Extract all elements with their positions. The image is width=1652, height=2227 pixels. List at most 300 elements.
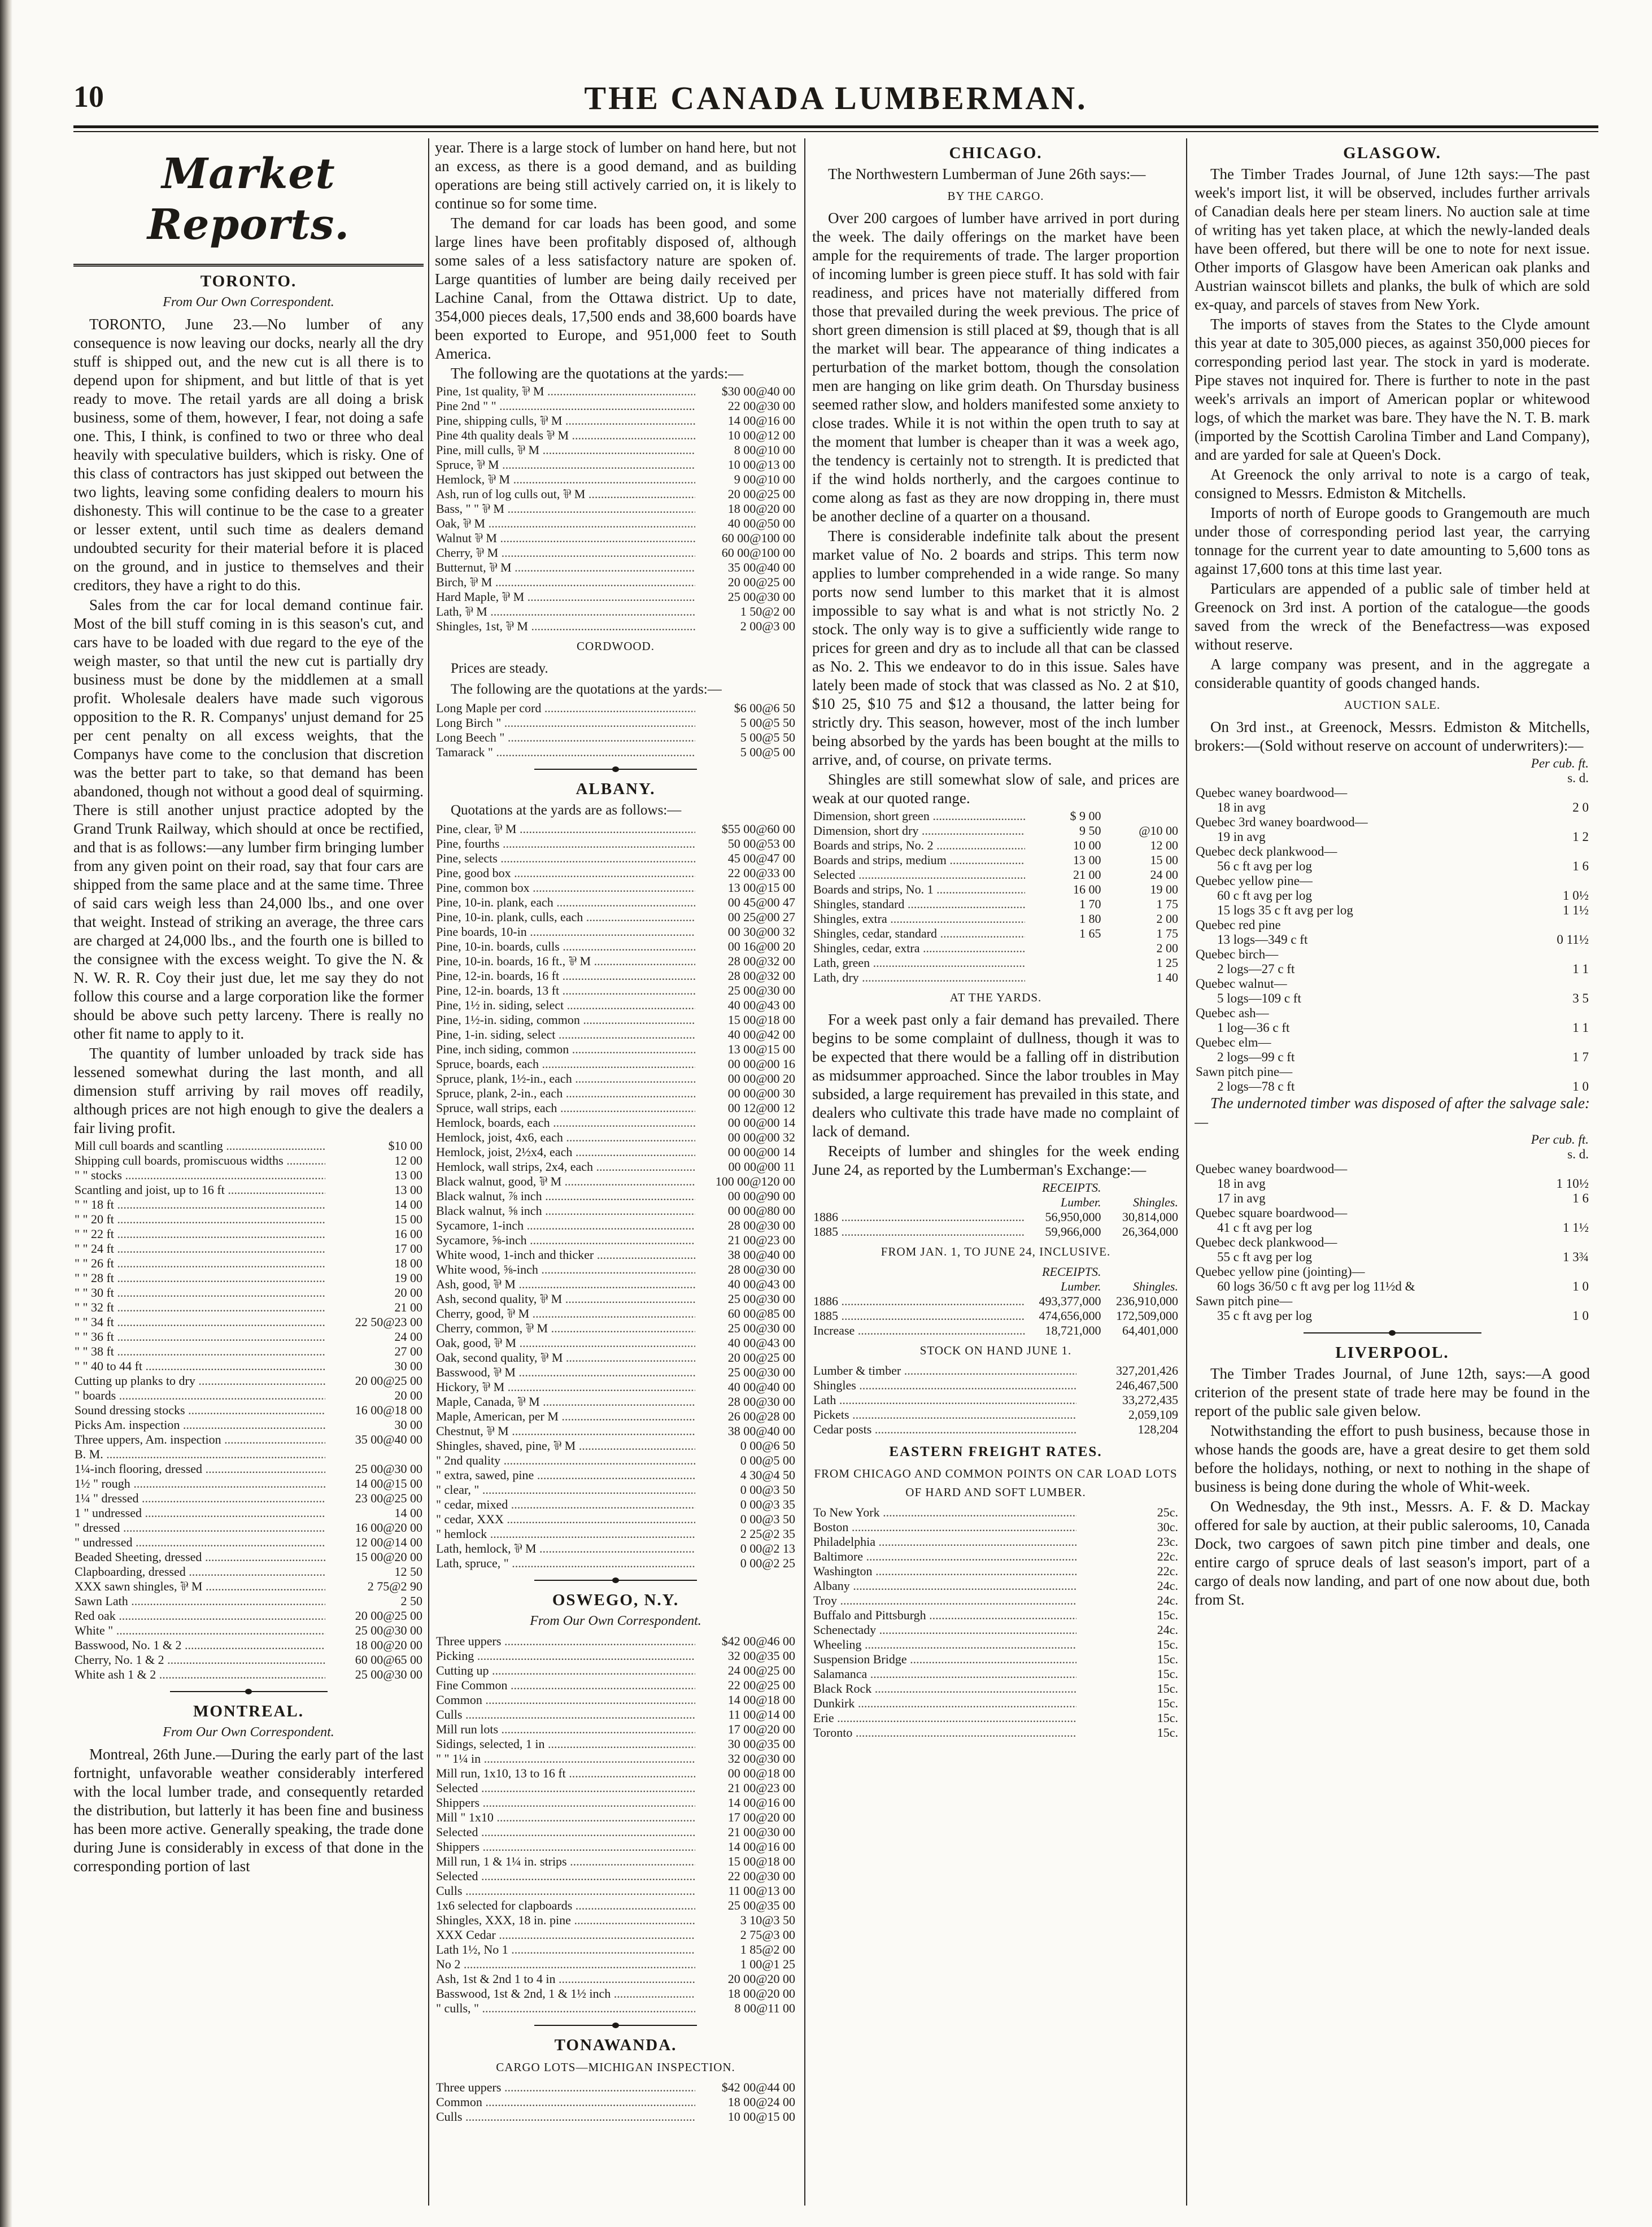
table-cell: Ash, run of log culls out, ⅌ M ..... — [435, 487, 695, 502]
table-cell: 20 00@25 00 — [355, 1609, 422, 1623]
table-cell: Lath, hemlock, ⅌ M ..... — [435, 1541, 695, 1556]
table-cell: 2 00 — [1156, 912, 1178, 926]
table-cell: 1½ " rough ..... — [73, 1476, 325, 1491]
table-row — [435, 1262, 796, 1277]
table-cell: 1 7 — [1572, 1050, 1589, 1064]
table-row — [1195, 962, 1590, 977]
table-cell: " extra, sawed, pine ..... — [435, 1468, 695, 1483]
table-row — [435, 2110, 796, 2124]
table-cell: Pine, 1½-in. siding, common ..... — [435, 1013, 695, 1027]
table-cell: " " 30 ft ..... — [73, 1285, 325, 1300]
paragraph: The Timber Trades Journal, of June 12th says:—The past week's import list, it will be observed, includes further arrivals of Canadian deals here per steam liners. No auction sale at time of writing has yet taken place, at which the newly-landed deals have been offered, but there will be one to note for next issue. Other imports of Glasgow have been American oak planks and Austrian wainscot billets and planks, the bulk of which are sold ex-quay, and parcels of staves from New York. — [1195, 165, 1590, 313]
table-cell: 26 00@28 00 — [727, 1409, 795, 1423]
table-row — [435, 1204, 796, 1218]
table-row — [73, 1153, 424, 1168]
table-cell: 1 0 — [1572, 1079, 1589, 1093]
table-cell: 1 1½ — [1563, 903, 1589, 917]
table-row — [435, 604, 796, 619]
table-row — [812, 1652, 1179, 1667]
table-cell: 0 00@2 25 — [740, 1556, 795, 1570]
table-cell: 21 00@30 00 — [727, 1825, 795, 1839]
table-cell: Pine, selects ..... — [435, 851, 695, 866]
table-cell: 20 00 — [394, 1285, 422, 1300]
table-cell: Lumber. — [1060, 1279, 1101, 1293]
table-cell: 14 00 — [394, 1506, 422, 1520]
table-cell: Pine, 10-in. plank, culls, each ..... — [435, 910, 695, 925]
paragraph: A large company was present, and in the aggregate a considerable quantity of goods changed hands. — [1195, 656, 1590, 691]
table-cell: 1 10½ — [1556, 1176, 1589, 1191]
table-row — [435, 1468, 796, 1483]
table-cell: Picks Am. inspection ..... — [73, 1418, 325, 1432]
table-row — [435, 1174, 796, 1189]
section-separator — [534, 2025, 697, 2029]
table-cell: Cherry, No. 1 & 2 ..... — [73, 1653, 325, 1667]
table-cell: 28 00@30 00 — [727, 1218, 795, 1232]
table-row — [435, 1722, 796, 1737]
table-row — [435, 1086, 796, 1101]
table-row — [812, 1681, 1179, 1696]
table-row — [1195, 771, 1590, 786]
table-row — [435, 1394, 796, 1409]
table-cell: Lumber. — [1060, 1195, 1101, 1209]
table-cell: 00 45@00 47 — [727, 895, 795, 909]
table-row — [1195, 800, 1590, 815]
table-row — [435, 619, 796, 634]
table-row — [1195, 830, 1590, 844]
table-cell: " " 40 to 44 ft ..... — [73, 1359, 325, 1374]
table-cell: Bass, " " ⅌ M ..... — [435, 502, 695, 516]
table-cell: 00 16@00 20 — [727, 939, 795, 953]
table-cell: Mill run, 1 & 1¼ in. strips ..... — [435, 1854, 695, 1869]
table-cell: 00 12@00 12 — [727, 1101, 795, 1115]
table-cell: 60 00@100 00 — [721, 531, 795, 545]
montreal-heading: MONTREAL. — [193, 1702, 304, 1720]
table-cell — [1479, 1294, 1590, 1309]
at-the-yards-heading: AT THE YARDS. — [949, 991, 1042, 1004]
table-cell — [1479, 874, 1590, 888]
table-cell: 11 00@13 00 — [728, 1884, 795, 1898]
table-cell: " " 1¼ in ..... — [435, 1751, 695, 1766]
table-cell: 21 00 — [394, 1300, 422, 1314]
table-cell: Spruce, plank, 2-in., each ..... — [435, 1086, 695, 1101]
table-row — [435, 1424, 796, 1439]
table-cell: Spruce, wall strips, each ..... — [435, 1101, 695, 1115]
table-cell: 1 40 — [1156, 970, 1178, 984]
table-cell: 28 00@32 00 — [727, 969, 795, 983]
table-cell: Hemlock, joist, 4x6, each ..... — [435, 1130, 695, 1145]
table-row — [1195, 977, 1590, 991]
table-cell: 20 00@25 00 — [727, 1350, 795, 1365]
table-row — [812, 1422, 1179, 1437]
table-row — [73, 1315, 424, 1330]
table-cell: 1 85@2 00 — [740, 1942, 795, 1956]
table-row — [435, 1649, 796, 1663]
table-cell: Walnut ⅌ M ..... — [435, 531, 695, 546]
table-row — [435, 939, 796, 954]
table-cell: 14 00@16 00 — [727, 1795, 795, 1810]
table-cell: 20 00 — [394, 1388, 422, 1402]
table-cell: 23 00@25 00 — [355, 1491, 422, 1505]
auction-sale-table — [1195, 756, 1590, 1094]
table-cell: 00 00@80 00 — [727, 1204, 795, 1218]
table-cell: 15c. — [1157, 1725, 1178, 1740]
table-row — [73, 1491, 424, 1506]
table-cell: 20 00@25 00 — [727, 487, 795, 501]
table-cell: Black walnut, ⅝ inch ..... — [435, 1204, 695, 1218]
table-cell: 1¼-inch flooring, dressed ..... — [73, 1462, 325, 1476]
paragraph: Montreal, 26th June.—During the early part of the last fortnight, unfavorable weather considerably interfered with the local lumber trade, and consequently retarded the distribution, but latterly it has been fine and business has been more active. Generally speaking, the trade done during June is considerably in excess of that done in the corresponding portion of last — [73, 1746, 424, 1875]
table-row — [73, 1139, 424, 1153]
table-cell: Cutting up ..... — [435, 1663, 695, 1678]
table-header — [1195, 756, 1590, 771]
table-cell: $55 00@60 00 — [721, 822, 795, 836]
table-cell: Washington ..... — [812, 1564, 1076, 1579]
table-cell: 30c. — [1157, 1520, 1178, 1534]
glasgow-heading: GLASGOW. — [1343, 144, 1441, 162]
paragraph: On 3rd inst., at Greenock, Messrs. Edmiston & Mitchells, brokers:—(Sold without reserve on account of underwriters):— — [1195, 718, 1590, 754]
table-row — [73, 1344, 424, 1359]
table-cell — [812, 1195, 1025, 1210]
table-row — [435, 881, 796, 895]
table-cell: Boards and strips, medium ..... — [812, 853, 1025, 868]
table-cell: 14 00@16 00 — [727, 413, 795, 428]
table-row — [435, 1189, 796, 1204]
table-row — [435, 1884, 796, 1898]
table-cell — [1479, 1065, 1590, 1079]
table-row — [435, 2080, 796, 2095]
table-cell: Hemlock, wall strips, 2x4, each ..... — [435, 1160, 695, 1174]
table-cell: Selected ..... — [435, 1869, 695, 1884]
table-cell: 1 log—36 c ft — [1217, 1021, 1290, 1035]
table-cell: 22 00@25 00 — [727, 1678, 795, 1692]
table-row — [812, 1667, 1179, 1681]
table-cell: 1 6 — [1572, 1191, 1589, 1205]
table-cell: 10 00@13 00 — [727, 457, 795, 472]
table-cell: " culls, " ..... — [435, 2001, 695, 2016]
table-cell: Toronto ..... — [812, 1725, 1076, 1740]
table-cell: 14 00@15 00 — [355, 1476, 422, 1491]
table-row — [1195, 1294, 1590, 1309]
column-4 — [1195, 138, 1590, 2206]
table-cell: 20 00@25 00 — [355, 1374, 422, 1388]
table-row — [73, 1550, 424, 1564]
table-cell: Oak, good, ⅌ M ..... — [435, 1336, 695, 1350]
table-cell: $42 00@46 00 — [721, 1634, 795, 1648]
table-row — [73, 1579, 424, 1594]
table-cell — [1195, 1147, 1479, 1162]
table-cell: 12 00 — [1150, 838, 1178, 852]
table-cell: 40 00@50 00 — [727, 516, 795, 530]
table-cell: 1 25 — [1156, 956, 1178, 970]
table-cell: 35 c ft avg per log — [1217, 1309, 1312, 1323]
table-cell — [812, 1279, 1025, 1294]
freight-subheading: FROM CHICAGO AND COMMON POINTS ON CAR LOAD LOTS OF HARD AND SOFT LUMBER. — [814, 1467, 1178, 1499]
table-cell — [1479, 786, 1590, 800]
table-row — [73, 1418, 424, 1432]
table-cell: 00 00@00 30 — [727, 1086, 795, 1100]
by-the-cargo-heading: BY THE CARGO. — [947, 189, 1044, 203]
table-row — [1195, 947, 1590, 962]
table-cell: Shingles ..... — [812, 1378, 1076, 1393]
table-row — [435, 1766, 796, 1781]
table-cell: 1 1 — [1572, 1021, 1589, 1035]
table-cell: Black walnut, good, ⅌ M ..... — [435, 1174, 695, 1189]
table-row — [73, 1374, 424, 1388]
table-cell — [1102, 1265, 1180, 1279]
table-cell: $ 9 00 — [1070, 809, 1101, 823]
table-cell: " " 38 ft ..... — [73, 1344, 325, 1359]
table-cell: 2 logs—99 c ft — [1217, 1050, 1295, 1064]
table-row — [435, 1663, 796, 1678]
table-row — [73, 1535, 424, 1550]
table-cell: 00 00@00 11 — [728, 1160, 795, 1174]
table-cell: 24 00@25 00 — [727, 1663, 795, 1677]
table-cell: 56,950,000 — [1045, 1210, 1101, 1224]
table-cell: Quebec ash— — [1196, 1006, 1269, 1020]
table-row — [435, 1737, 796, 1751]
table-cell: Lumber & timber ..... — [812, 1363, 1076, 1378]
paragraph: The undernoted timber was disposed of after the salvage sale:— — [1195, 1095, 1590, 1130]
table-cell: 1886 ..... — [812, 1210, 1025, 1224]
table-cell: Culls ..... — [435, 1884, 695, 1898]
table-cell: 00 00@00 14 — [727, 1115, 795, 1130]
toronto-price-table — [73, 1139, 424, 1682]
table-cell: 59,966,000 — [1045, 1224, 1101, 1239]
table-cell: Tamarack " ..... — [435, 745, 695, 760]
table-cell: Pine, 12-in. boards, 13 ft ..... — [435, 983, 695, 998]
table-row — [435, 2095, 796, 2110]
table-row — [812, 1363, 1179, 1378]
eastern-freight-heading: EASTERN FREIGHT RATES. — [889, 1444, 1102, 1459]
table-cell: Salamanca ..... — [812, 1667, 1076, 1681]
table-cell: Suspension Bridge ..... — [812, 1652, 1076, 1667]
table-row — [1195, 888, 1590, 903]
table-cell: " " 34 ft ..... — [73, 1315, 325, 1330]
table-cell: 25 00@30 00 — [727, 1321, 795, 1335]
table-row — [812, 1549, 1179, 1564]
table-cell — [1479, 918, 1590, 932]
table-cell: 1 1 — [1572, 962, 1589, 976]
table-cell: 15 00@18 00 — [727, 1854, 795, 1868]
paragraph: Particulars are appended of a public sale of timber held at Greenock on 3rd inst. A portion of the catalogue—the goods saved from the wreck of the Benefactress—was exposed without reserve. — [1195, 580, 1590, 653]
table-row — [1195, 1279, 1590, 1294]
table-cell: 17 in avg — [1217, 1191, 1266, 1205]
table-cell: " " 20 ft ..... — [73, 1212, 325, 1227]
table-row — [73, 1564, 424, 1579]
paragraph: year. There is a large stock of lumber on hand here, but not an excess, as there is a good demand, and as building operations are being still actively carried on, it is likely to continue so for some time. — [435, 139, 796, 212]
table-cell: Shingles, cedar, standard ..... — [812, 926, 1025, 941]
table-row — [73, 1388, 424, 1403]
table-row — [435, 1541, 796, 1556]
table-cell: 24c. — [1157, 1623, 1178, 1637]
table-cell: Sycamore, ⅝-inch ..... — [435, 1233, 695, 1248]
table-cell: To New York ..... — [812, 1505, 1076, 1520]
table-cell: " " 22 ft ..... — [73, 1227, 325, 1241]
table-row — [435, 1869, 796, 1884]
table-cell: Hemlock, boards, each ..... — [435, 1115, 695, 1130]
table-cell: " dressed ..... — [73, 1520, 325, 1535]
table-row — [812, 956, 1179, 970]
table-cell: Boston ..... — [812, 1520, 1076, 1535]
table-row — [435, 487, 796, 502]
table-cell: 24c. — [1157, 1593, 1178, 1607]
paragraph: On Wednesday, the 9th inst., Messrs. A. F. & D. Mackay offered for sale by auction, at their public salerooms, 10, Canada Dock, two cargoes of sawn pitch pine timber and deals, one entire cargo of spruce deals of last season's import, part of a cargo of deals now landing, and part of one now about due, both from St. — [1195, 1498, 1590, 1608]
table-cell: 24 00 — [1150, 868, 1178, 882]
table-row — [812, 1407, 1179, 1422]
table-cell: Pine, clear, ⅌ M ..... — [435, 822, 695, 836]
table-cell: Sound dressing stocks ..... — [73, 1403, 325, 1418]
table-cell: 15 00@18 00 — [727, 1013, 795, 1027]
table-cell: 15c. — [1157, 1681, 1178, 1696]
table-row — [435, 822, 796, 836]
table-cell — [1102, 809, 1180, 823]
table-row — [1195, 1235, 1590, 1250]
table-row — [1195, 1065, 1590, 1079]
table-cell: White " ..... — [73, 1623, 325, 1638]
table-cell: 0 11½ — [1557, 932, 1589, 947]
table-cell: 1 50@2 00 — [740, 604, 795, 618]
table-cell: 14 00 — [394, 1197, 422, 1211]
table-cell: 1885 ..... — [812, 1224, 1025, 1239]
table-row — [435, 998, 796, 1013]
table-cell: Shingles, extra ..... — [812, 912, 1025, 926]
table-cell: 13 logs—349 c ft — [1217, 932, 1308, 947]
table-cell: 38 00@40 00 — [727, 1248, 795, 1262]
table-row — [435, 457, 796, 472]
column-rule — [1186, 138, 1187, 2206]
table-cell — [1479, 977, 1590, 991]
table-row — [435, 1972, 796, 1986]
table-cell: 27 00 — [394, 1344, 422, 1358]
table-row — [73, 1183, 424, 1197]
table-row — [435, 716, 796, 730]
table-cell: 26,364,000 — [1122, 1224, 1178, 1239]
table-row — [73, 1168, 424, 1183]
table-cell: 60 00@100 00 — [721, 546, 795, 560]
table-row — [435, 1512, 796, 1527]
table-cell: Clapboarding, dressed ..... — [73, 1564, 325, 1579]
table-cell: 0 00@3 50 — [740, 1512, 795, 1526]
table-cell: " clear, " ..... — [435, 1483, 695, 1497]
table-cell: Pine, 10-in. plank, each ..... — [435, 895, 695, 910]
table-row — [435, 2001, 796, 2016]
table-cell: 22c. — [1157, 1549, 1178, 1563]
table-row — [435, 1439, 796, 1453]
stock-on-hand-heading: STOCK ON HAND JUNE 1. — [919, 1344, 1072, 1357]
table-row — [435, 1233, 796, 1248]
table-row — [812, 1593, 1179, 1608]
oswego-heading: OSWEGO, N.Y. — [552, 1591, 679, 1609]
table-cell: Spruce, plank, 1½-in., each ..... — [435, 1071, 695, 1086]
table-row — [812, 823, 1179, 838]
table-cell: Sawn pitch pine— — [1196, 1294, 1293, 1308]
table-row — [435, 1071, 796, 1086]
table-cell: Three uppers ..... — [435, 1634, 695, 1649]
table-row — [435, 1898, 796, 1913]
table-cell: 1 6 — [1572, 859, 1589, 873]
table-cell: 0 00@3 50 — [740, 1483, 795, 1497]
table-cell: 2 50 — [400, 1594, 422, 1608]
table-cell: Basswood, No. 1 & 2 ..... — [73, 1638, 325, 1653]
table-cell: 25 00@30 00 — [355, 1623, 422, 1637]
table-row — [435, 1160, 796, 1174]
table-cell: 16 00 — [1073, 882, 1101, 896]
table-cell: s. d. — [1567, 1147, 1589, 1161]
table-row — [435, 1634, 796, 1649]
table-cell: 30 00@35 00 — [727, 1737, 795, 1751]
table-cell — [1025, 970, 1102, 985]
table-row — [435, 983, 796, 998]
table-cell: Black Rock ..... — [812, 1681, 1076, 1696]
table-cell: Maple, Canada, ⅌ M ..... — [435, 1394, 695, 1409]
table-cell: Per cub. ft. — [1531, 1132, 1589, 1147]
paragraph: Receipts of lumber and shingles for the week ending June 24, as reported by the Lumberman's Exchange:— — [812, 1143, 1179, 1178]
table-cell: Long Beech " ..... — [435, 730, 695, 745]
table-cell: Boards and strips, No. 1 ..... — [812, 882, 1025, 897]
table-row — [435, 1751, 796, 1766]
table-cell: Lath, ⅌ M ..... — [435, 604, 695, 619]
table-cell: 13 00@15 00 — [727, 1042, 795, 1056]
table-cell: Lath 1½, No 1 ..... — [435, 1942, 695, 1957]
table-cell: Long Birch " ..... — [435, 716, 695, 730]
table-row — [435, 1527, 796, 1541]
table-cell: 1 80 — [1079, 912, 1101, 926]
table-cell: Quebec yellow pine— — [1196, 874, 1313, 888]
table-row — [1195, 932, 1590, 947]
column-rule — [804, 138, 805, 2206]
table-row — [1195, 874, 1590, 888]
table-cell: Pine, 10-in. boards, culls ..... — [435, 939, 695, 954]
paragraph: Imports of north of Europe goods to Grangemouth are much under those of corresponding period last year, the carrying tonnage for the current year to date amounting to 5,600 tons as against 17,600 tons at this time last year. — [1195, 504, 1590, 577]
table-cell: XXX sawn shingles, ⅌ M ..... — [73, 1579, 325, 1594]
table-row — [435, 1145, 796, 1160]
table-row — [812, 941, 1179, 956]
table-row — [812, 970, 1179, 985]
table-cell: 32 00@35 00 — [727, 1649, 795, 1663]
table-header — [812, 1279, 1179, 1294]
table-row — [1195, 1250, 1590, 1265]
oswego-byline: From Our Own Correspondent. — [530, 1614, 701, 1628]
table-cell: 1885 ..... — [812, 1309, 1025, 1323]
table-cell: 10 00@12 00 — [727, 428, 795, 442]
table-cell: Mill run, 1x10, 13 to 16 ft ..... — [435, 1766, 695, 1781]
section-separator — [1304, 1332, 1481, 1337]
table-cell: 15c. — [1157, 1696, 1178, 1710]
table-cell: 1 75 — [1156, 897, 1178, 911]
montreal-price-table — [435, 384, 796, 634]
table-cell: " " 26 ft ..... — [73, 1256, 325, 1271]
table-cell: 493,377,000 — [1039, 1294, 1101, 1308]
table-cell: Cherry, ⅌ M ..... — [435, 546, 695, 560]
table-cell: 10 00@15 00 — [727, 2110, 795, 2124]
table-cell: XXX Cedar ..... — [435, 1928, 695, 1942]
table-cell — [812, 1265, 1025, 1279]
table-cell: 00 30@00 32 — [727, 925, 795, 939]
table-row — [435, 384, 796, 399]
table-cell: 60 c ft avg per log — [1217, 888, 1312, 903]
table-row — [73, 1403, 424, 1418]
table-cell: 474,656,000 — [1039, 1309, 1101, 1323]
table-cell: Sawn pitch pine— — [1196, 1065, 1293, 1079]
table-cell: 327,201,426 — [1116, 1363, 1178, 1378]
table-cell: 2 75@2 90 — [367, 1579, 422, 1593]
table-cell: Hemlock, ⅌ M ..... — [435, 472, 695, 487]
chicago-heading: CHICAGO. — [949, 144, 1043, 162]
oswego-price-table — [435, 1634, 796, 2016]
table-row — [812, 838, 1179, 853]
paragraph: Quotations at the yards are as follows:— — [451, 803, 682, 818]
table-row — [812, 853, 1179, 868]
